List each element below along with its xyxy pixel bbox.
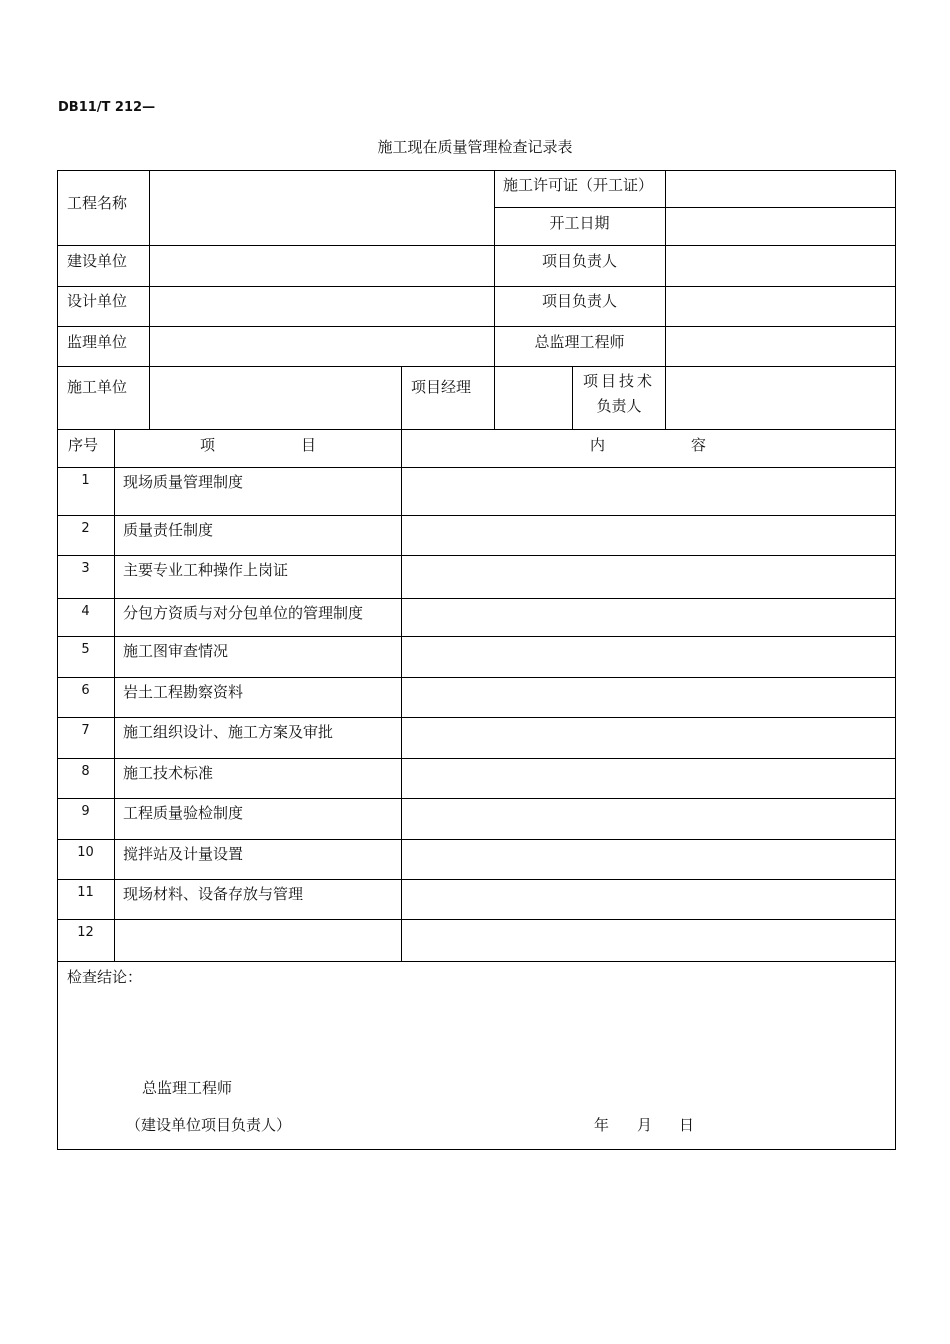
- designer-label: 设计单位: [67, 292, 128, 310]
- row-item: 搅拌站及计量设置: [123, 845, 244, 863]
- header-content-char2: 容: [691, 436, 707, 454]
- document-code: DB11/T 212—: [58, 100, 156, 115]
- start-date-label: 开工日期: [549, 214, 610, 232]
- header-item-char2: 目: [301, 436, 317, 454]
- conclusion-label: 检查结论：: [67, 968, 143, 986]
- row-no: 12: [77, 925, 94, 940]
- tech-leader-label-line2: 负责人: [596, 397, 642, 415]
- row-no: 10: [77, 845, 94, 860]
- contractor-label: 施工单位: [67, 378, 128, 396]
- conclusion-signer-note: （建设单位项目负责人）: [126, 1116, 292, 1134]
- date-year: 年: [594, 1116, 610, 1134]
- conclusion-signer: 总监理工程师: [142, 1079, 233, 1097]
- form-title: 施工现在质量管理检查记录表: [377, 138, 573, 156]
- supervisor-label: 监理单位: [67, 333, 128, 351]
- row-item: 质量责任制度: [123, 521, 214, 539]
- row-item: 施工组织设计、施工方案及审批: [123, 723, 334, 741]
- row-no: 6: [81, 683, 90, 698]
- project-name-label: 工程名称: [67, 194, 128, 212]
- permit-label: 施工许可证（开工证）: [503, 176, 654, 194]
- project-manager-label: 项目经理: [411, 378, 472, 396]
- builder-leader-label: 项目负责人: [541, 252, 617, 270]
- chief-supervisor-label: 总监理工程师: [534, 333, 625, 351]
- row-no: 3: [81, 561, 90, 576]
- header-content-char1: 内: [590, 436, 606, 454]
- date-month: 月: [637, 1116, 653, 1134]
- row-no: 5: [81, 642, 90, 657]
- header-item-char1: 项: [200, 436, 216, 454]
- builder-label: 建设单位: [67, 252, 128, 270]
- header-no: 序号: [68, 436, 99, 454]
- date-day: 日: [679, 1116, 695, 1134]
- designer-leader-label: 项目负责人: [541, 292, 617, 310]
- row-item: 施工图审查情况: [123, 642, 229, 660]
- row-no: 7: [81, 723, 90, 738]
- row-no: 8: [81, 764, 90, 779]
- row-item: 分包方资质与对分包单位的管理制度: [123, 604, 364, 622]
- row-item: 工程质量验检制度: [123, 804, 244, 822]
- row-no: 1: [81, 473, 90, 488]
- row-item: 现场材料、设备存放与管理: [123, 885, 304, 903]
- row-no: 2: [81, 521, 90, 536]
- row-no: 11: [77, 885, 94, 900]
- row-no: 9: [81, 804, 90, 819]
- row-no: 4: [81, 604, 90, 619]
- row-item: 现场质量管理制度: [123, 473, 244, 491]
- row-item: 施工技术标准: [123, 764, 214, 782]
- row-item: 主要专业工种操作上岗证: [123, 561, 289, 579]
- tech-leader-label-line1: 项目技术: [582, 372, 655, 390]
- row-item: 岩土工程勘察资料: [123, 683, 244, 701]
